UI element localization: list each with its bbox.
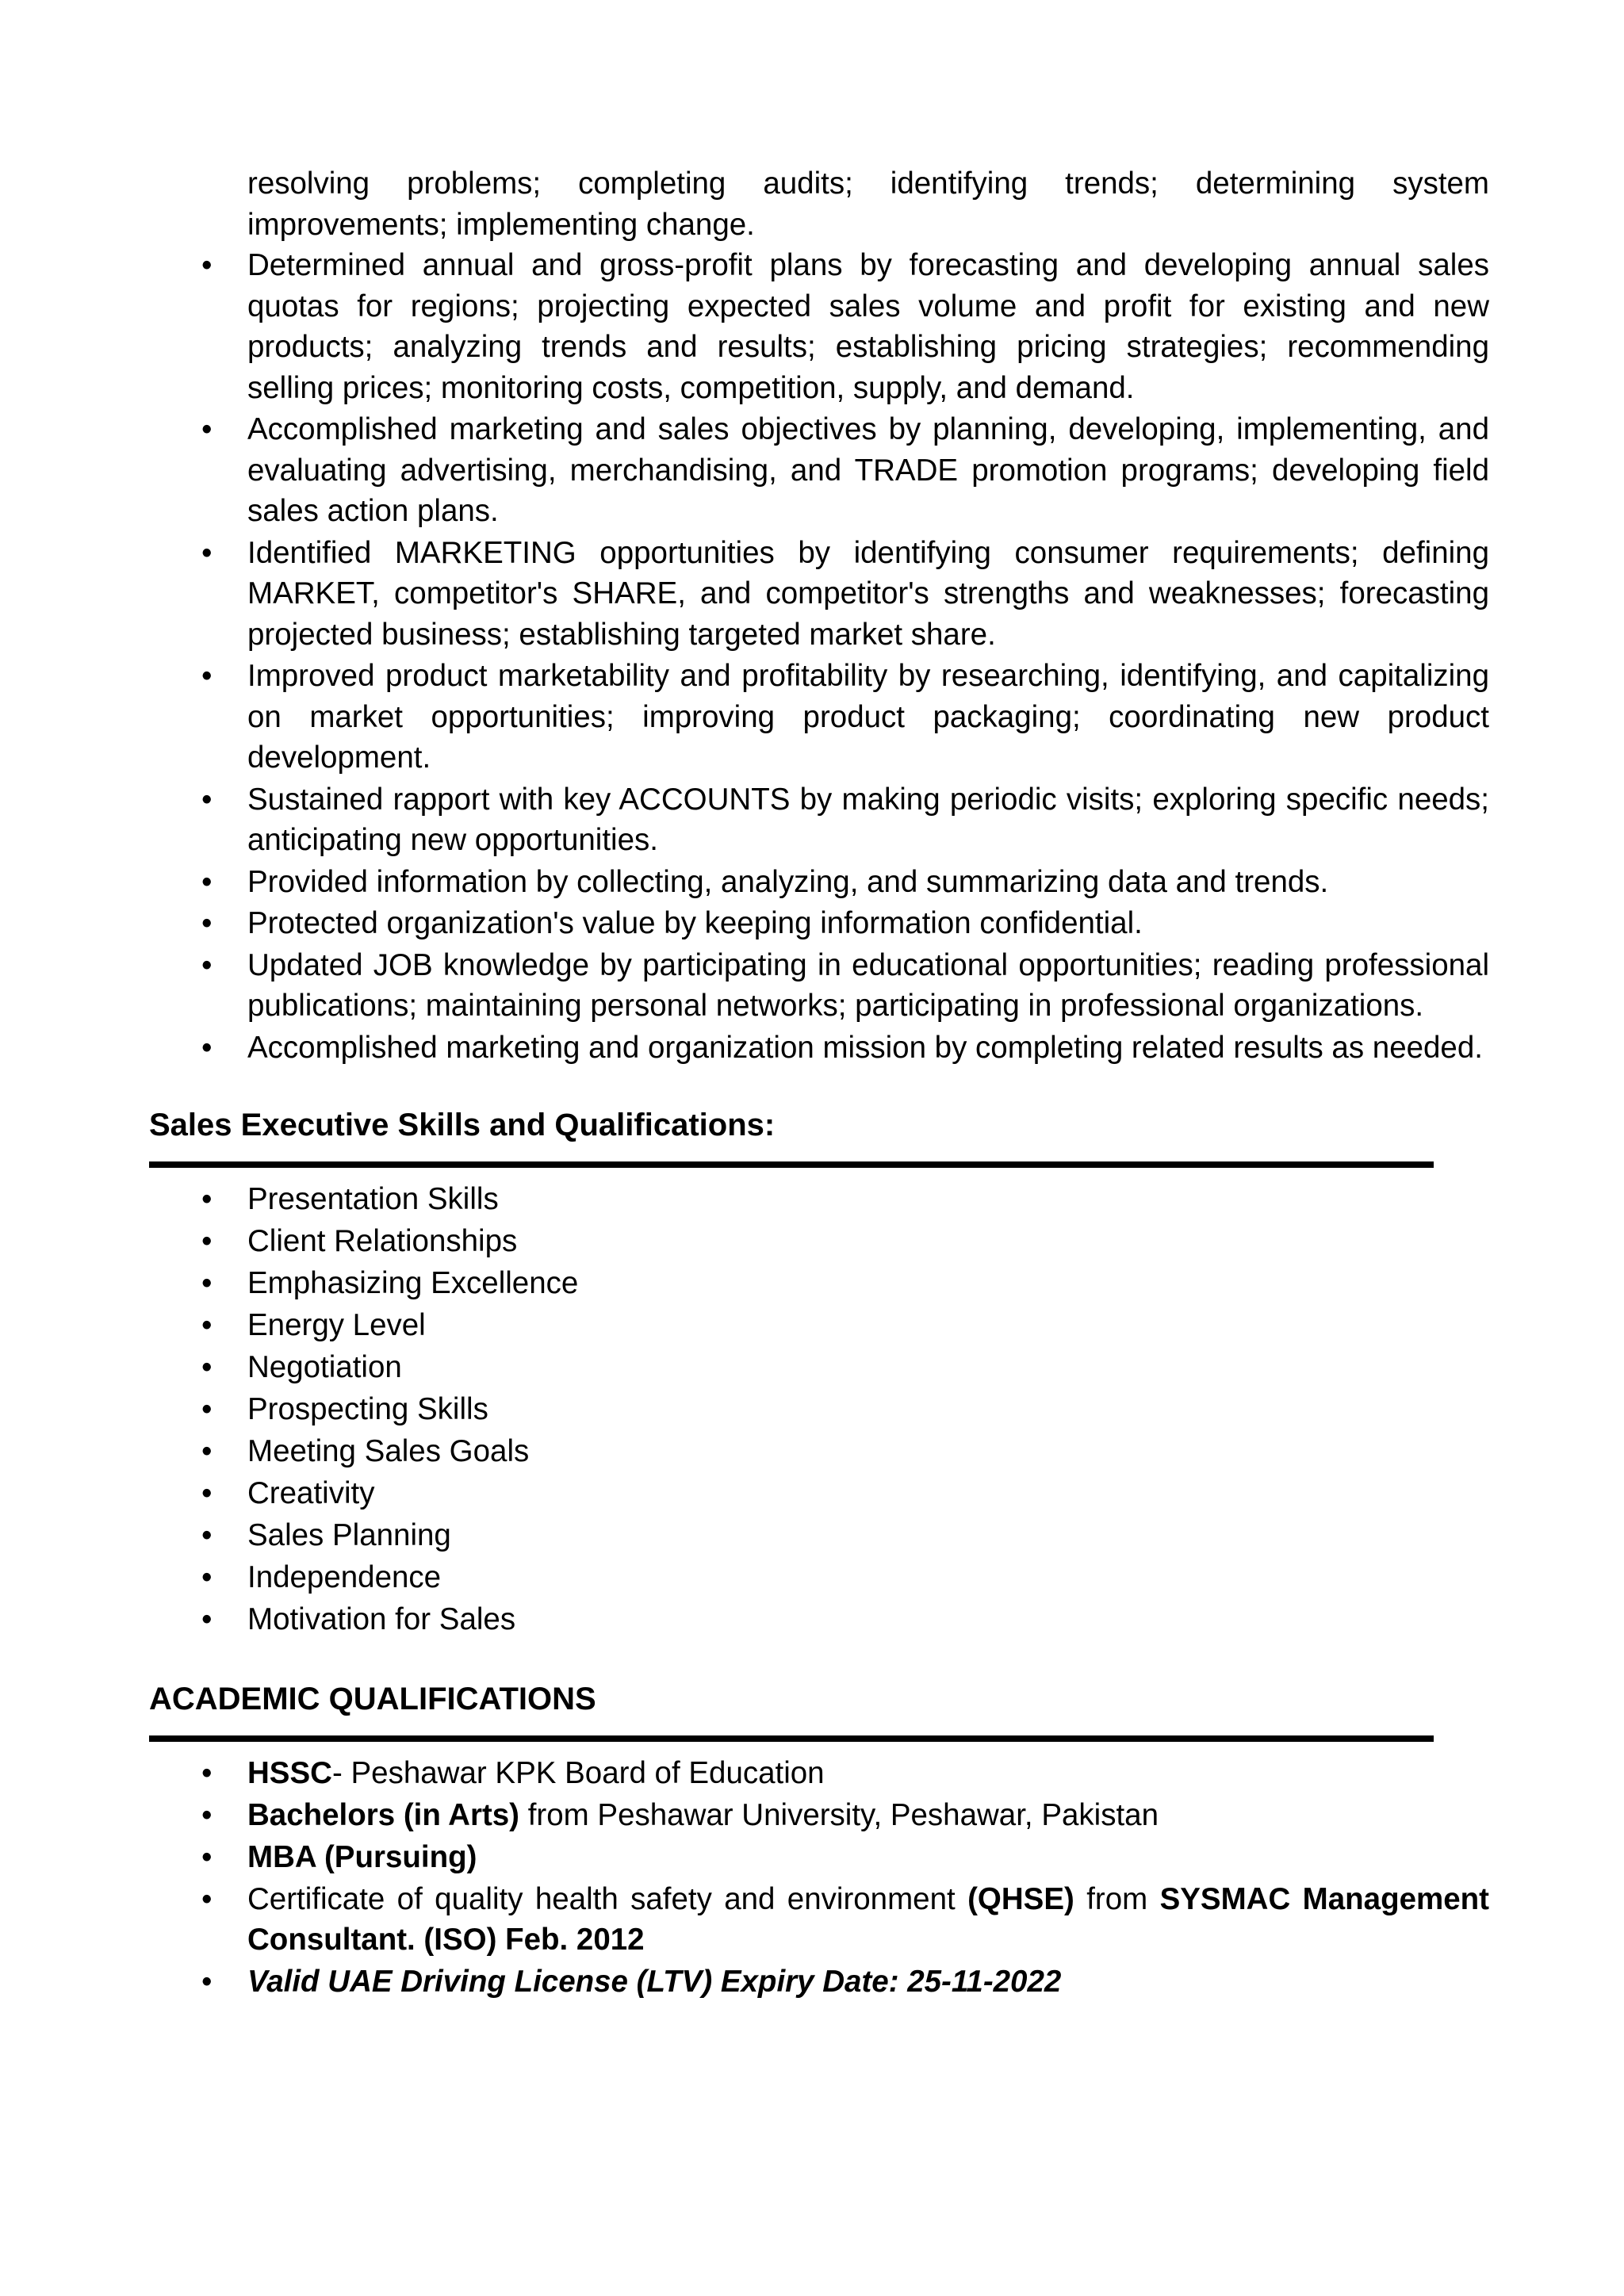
list-item: • Updated JOB knowledge by participating in educational opportunities; reading professional publications; maintaining personal networks; participating in professional organizations. xyxy=(149,945,1489,1027)
experience-bullet-list xyxy=(149,245,1489,1068)
academic-section-title: ACADEMIC QUALIFICATIONS xyxy=(149,1681,596,1716)
bullet-icon: • xyxy=(201,1965,213,1999)
bullet-icon: • xyxy=(201,782,213,817)
bullet-icon: • xyxy=(201,1602,213,1636)
section-divider xyxy=(149,1735,1434,1742)
list-item: • Provided information by collecting, analyzing, and summarizing data and trends. xyxy=(149,862,1489,903)
list-item: • Accomplished marketing and organization mission by completing related results as needed. xyxy=(149,1027,1489,1069)
list-item: • Accomplished marketing and sales objectives by planning, developing, implementing, and evaluating advertising, merchandising, and TRADE promotion programs; developing field sales action plans. xyxy=(149,409,1489,532)
list-item: • Creativity xyxy=(149,1473,1489,1514)
continued-bullet-text: resolving problems; completing audits; identifying trends; determining system improvements; implementing change. xyxy=(247,166,1489,242)
list-item: • Presentation Skills xyxy=(149,1179,1489,1220)
bullet-icon: • xyxy=(201,906,213,940)
bullet-icon: • xyxy=(201,1266,213,1300)
bullet-icon: • xyxy=(201,1560,213,1594)
list-item: • HSSC- Peshawar KPK Board of Education xyxy=(149,1753,1489,1794)
list-item: • Emphasizing Excellence xyxy=(149,1263,1489,1304)
list-item: • Identified MARKETING opportunities by identifying consumer requirements; defining MARKET, competitor's SHARE, and competitor's strengths and weaknesses; forecasting projected business; establishing targeted market share. xyxy=(149,533,1489,656)
bullet-icon: • xyxy=(201,1839,213,1874)
list-item: • Meeting Sales Goals xyxy=(149,1431,1489,1472)
bullet-icon: • xyxy=(201,1350,213,1384)
bullet-icon: • xyxy=(201,1182,213,1216)
bullet-icon: • xyxy=(201,1030,213,1065)
list-item: • Improved product marketability and profitability by researching, identifying, and capitalizing on market opportunities; improving product packaging; coordinating new product development. xyxy=(149,656,1489,779)
list-item: • Energy Level xyxy=(149,1305,1489,1346)
skills-bullet-list xyxy=(149,1179,1489,1640)
bullet-icon: • xyxy=(201,412,213,446)
bullet-icon: • xyxy=(201,1224,213,1258)
bullet-icon: • xyxy=(201,1476,213,1510)
list-item: • Client Relationships xyxy=(149,1221,1489,1262)
bullet-icon: • xyxy=(201,659,213,693)
bullet-icon: • xyxy=(201,1881,213,1916)
list-item: • Bachelors (in Arts) from Peshawar University, Peshawar, Pakistan xyxy=(149,1795,1489,1836)
list-item: • Prospecting Skills xyxy=(149,1389,1489,1430)
bullet-icon: • xyxy=(201,1392,213,1426)
bullet-icon: • xyxy=(201,1797,213,1832)
list-item: • Valid UAE Driving License (LTV) Expiry Date: 25-11-2022 xyxy=(149,1961,1489,2003)
list-item: • Certificate of quality health safety and environment (QHSE) from SYSMAC Management Consultant. (ISO) Feb. 2012 xyxy=(149,1879,1489,1961)
list-item: • Motivation for Sales xyxy=(149,1599,1489,1640)
list-item: • Negotiation xyxy=(149,1347,1489,1388)
bullet-icon: • xyxy=(201,1755,213,1790)
skills-section-title: Sales Executive Skills and Qualifications: xyxy=(149,1108,776,1142)
bullet-icon: • xyxy=(201,1308,213,1342)
list-item: • Sustained rapport with key ACCOUNTS by making periodic visits; exploring specific needs; anticipating new opportunities. xyxy=(149,779,1489,861)
list-item: • Sales Planning xyxy=(149,1515,1489,1556)
bullet-icon: • xyxy=(201,1518,213,1552)
list-item: • MBA (Pursuing) xyxy=(149,1837,1489,1878)
resume-content xyxy=(149,163,1489,2003)
list-item: • Determined annual and gross-profit plans by forecasting and developing annual sales quotas for regions; projecting expected sales volume and profit for existing and new products; analyzing trends and results; establishing pricing strategies; recommending selling prices; monitoring costs, competition, supply, and demand. xyxy=(149,245,1489,408)
bullet-icon: • xyxy=(201,864,213,899)
section-divider xyxy=(149,1161,1434,1168)
bullet-icon: • xyxy=(201,947,213,982)
academic-bullet-list xyxy=(149,1753,1489,2003)
list-item: • Independence xyxy=(149,1557,1489,1598)
bullet-icon: • xyxy=(201,1434,213,1468)
list-item: • Protected organization's value by keeping information confidential. xyxy=(149,903,1489,944)
bullet-icon: • xyxy=(201,248,213,282)
bullet-icon: • xyxy=(201,535,213,570)
